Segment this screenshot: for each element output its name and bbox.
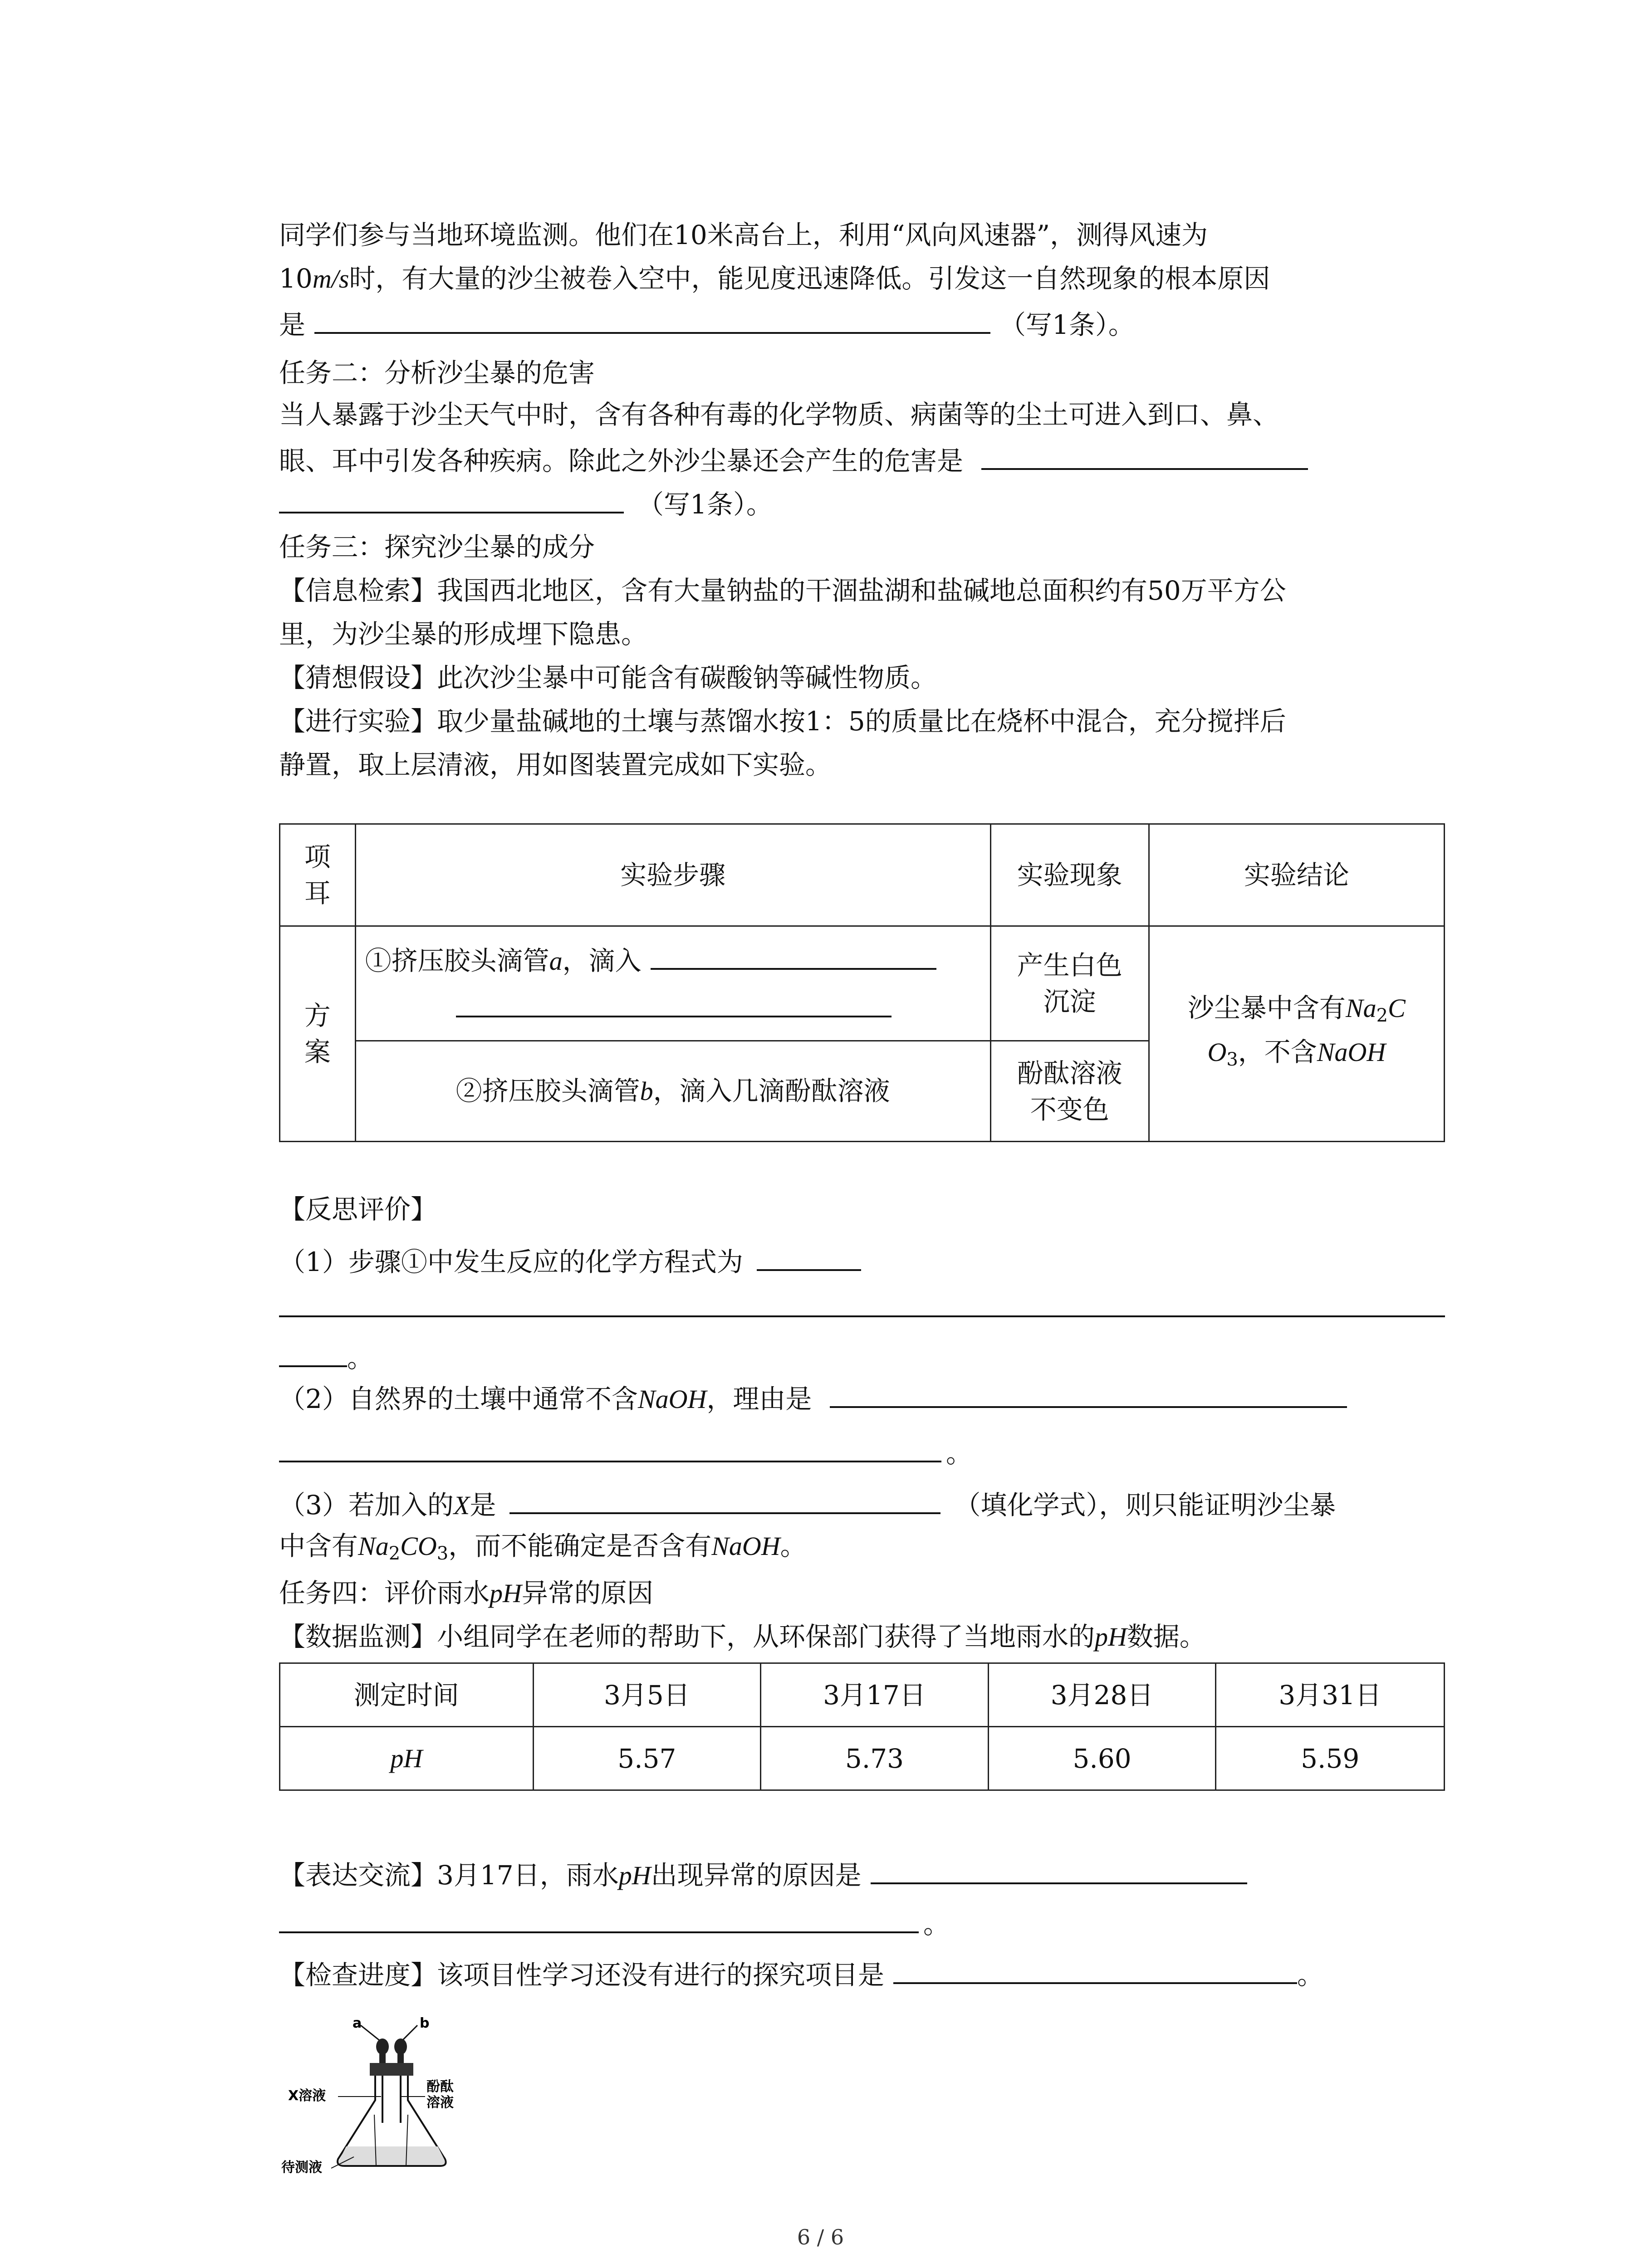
ph-table-header-label: 测定时间 — [280, 1663, 534, 1727]
answer-blank[interactable] — [279, 1334, 347, 1367]
paragraph-text: 【数据监测】小组同学在老师的帮助下，从环保部门获得了当地雨水的 — [279, 1621, 1095, 1652]
paragraph-text: 【信息检索】我国西北地区，含有大量钠盐的干涸盐湖和盐碱地总面积约有50万平方公 — [279, 575, 1286, 606]
text-line — [279, 1950, 1445, 1997]
answer-blank[interactable] — [314, 300, 990, 334]
ph-value: 5.57 — [533, 1727, 761, 1790]
text-line — [279, 300, 1445, 347]
text-line — [279, 743, 1445, 787]
punctuation: 。 — [946, 1438, 973, 1469]
question-text: （3）若加入的 — [279, 1490, 454, 1520]
label-phenolphthalein: 酚酞 — [426, 2079, 454, 2095]
answer-line[interactable] — [279, 1284, 1445, 1327]
experiment-table — [279, 823, 1445, 1142]
ph-table-date: 3月28日 — [988, 1663, 1216, 1727]
paragraph-text: 出现异常的原因是 — [651, 1860, 862, 1891]
answer-blank[interactable] — [279, 1284, 1445, 1317]
flask-diagram — [279, 2009, 515, 2177]
paragraph-text: 同学们参与当地环境监测。他们在10米高台上，利用“风向风速器”，测得风速为 — [279, 220, 1208, 250]
paragraph-text: 静置，取上层清液，用如图装置完成如下实验。 — [279, 749, 832, 780]
task-heading — [279, 351, 1445, 395]
paragraph-text: 【检查进度】该项目性学习还没有进行的探究项目是 — [279, 1960, 885, 1990]
header-item: 项 耳 — [280, 824, 356, 926]
answer-blank[interactable] — [279, 1429, 941, 1462]
paragraph-text: 是 — [279, 309, 306, 340]
text-line — [279, 656, 1445, 699]
text-line — [279, 1334, 1445, 1380]
label-sample: 待测液 — [281, 2160, 322, 2175]
question-text: （2）自然界的土壤中通常不含 — [279, 1383, 638, 1414]
formula: NaOH — [711, 1531, 780, 1561]
formula: Na — [358, 1531, 389, 1561]
ph-table-date: 3月5日 — [533, 1663, 761, 1727]
label-phenolphthalein-2: 溶液 — [426, 2095, 454, 2111]
task-heading — [279, 525, 1445, 569]
phenomenon-2: 酚酞溶液 不变色 — [990, 1041, 1149, 1142]
text-line — [279, 213, 1445, 257]
text-line — [279, 1374, 1445, 1421]
paragraph-text: 数据。 — [1127, 1621, 1206, 1652]
step-1-cell: ①挤压胶头滴管a，滴入 — [355, 926, 990, 1041]
answer-blank[interactable] — [871, 1851, 1247, 1884]
text-line — [279, 1615, 1445, 1659]
section-heading — [279, 1188, 1445, 1231]
question-text: （1）步骤①中发生反应的化学方程式为 — [279, 1246, 743, 1277]
ph-value: 5.73 — [761, 1727, 989, 1790]
heading-text: 任务四：评价雨水 — [279, 1578, 490, 1608]
answer-blank[interactable] — [757, 1237, 861, 1271]
header-steps: 实验步骤 — [355, 824, 990, 926]
heading-text: 任务三：探究沙尘暴的成分 — [279, 532, 595, 562]
question-text: 中含有 — [279, 1530, 358, 1561]
page-number: 6 / 6 — [797, 2225, 844, 2249]
ph-symbol: pH — [618, 1861, 651, 1890]
heading-text: 任务二：分析沙尘暴的危害 — [279, 357, 595, 388]
label-x-solution: X溶液 — [288, 2088, 326, 2104]
paragraph-text: 【猜想假设】此次沙尘暴中可能含有碳酸钠等碱性物质。 — [279, 662, 937, 693]
ph-symbol: pH — [490, 1579, 522, 1608]
paragraph-text: 当人暴露于沙尘天气中时，含有各种有毒的化学物质、病菌等的尘土可进入到口、鼻、 — [279, 399, 1279, 430]
text-line — [279, 393, 1445, 436]
answer-blank[interactable] — [279, 480, 624, 513]
text-line — [279, 699, 1445, 743]
text-line — [279, 612, 1445, 656]
label-a: a — [353, 2015, 362, 2031]
question-text: ，理由是 — [706, 1383, 812, 1414]
formula: CO — [400, 1531, 437, 1561]
paragraph-text: 时，有大量的沙尘被卷入空中，能见度迅速降低。引发这一自然现象的根本原因 — [349, 263, 1270, 294]
ph-table-date: 3月31日 — [1216, 1663, 1445, 1727]
paragraph-text: （写1条）。 — [999, 309, 1135, 340]
step-2-cell: ②挤压胶头滴管b，滴入几滴酚酞溶液 — [355, 1041, 990, 1142]
conclusion-cell: 沙尘暴中含有$Na_2C$ $O_3$，不含NaOH — [1149, 926, 1444, 1142]
stopper — [370, 2063, 413, 2076]
header-conclusion: 实验结论 — [1149, 824, 1444, 926]
phenomenon-1: 产生白色 沉淀 — [990, 926, 1149, 1041]
sample-liquid — [339, 2146, 445, 2165]
label-b: b — [420, 2015, 430, 2031]
answer-blank[interactable] — [893, 1950, 1297, 1984]
formula-subscript: 2 — [388, 1543, 401, 1564]
paragraph-text: 【表达交流】3月17日，雨水 — [279, 1860, 619, 1891]
question-text: （填化学式），则只能证明沙尘暴 — [954, 1490, 1336, 1520]
text-line — [279, 1481, 1445, 1527]
task-heading — [279, 1571, 1445, 1615]
paragraph-text: 【进行实验】取少量盐碱地的土壤与蒸馏水按1：5的质量比在烧杯中混合，充分搅拌后 — [279, 706, 1286, 737]
heading-text: 【反思评价】 — [279, 1194, 437, 1225]
ph-table-date: 3月17日 — [761, 1663, 989, 1727]
text-line — [279, 569, 1445, 612]
apparatus-figure — [279, 2009, 515, 2177]
paragraph-text: （写1条）。 — [637, 489, 773, 520]
dropper-b — [394, 2038, 407, 2123]
punctuation: 。 — [1297, 1960, 1324, 1990]
text-line — [279, 480, 1445, 526]
dropper-a — [376, 2038, 389, 2123]
answer-blank[interactable] — [456, 984, 892, 1017]
ph-table-row-label: pH — [280, 1727, 534, 1790]
punctuation: 。 — [347, 1343, 374, 1374]
ph-value: 5.60 — [988, 1727, 1216, 1790]
variable: X — [453, 1491, 470, 1520]
punctuation: 。 — [923, 1909, 950, 1940]
answer-blank[interactable] — [981, 436, 1308, 470]
heading-text: 异常的原因 — [521, 1578, 653, 1608]
text-line — [279, 1900, 1445, 1946]
unit: m/s — [312, 264, 349, 293]
answer-blank[interactable] — [279, 1900, 919, 1933]
number: 10 — [279, 263, 313, 294]
text-line — [279, 1237, 1445, 1284]
answer-blank[interactable] — [830, 1374, 1347, 1408]
text-line — [279, 257, 1445, 301]
answer-blank[interactable] — [509, 1481, 941, 1514]
header-phenomenon: 实验现象 — [990, 824, 1149, 926]
text-line — [279, 1851, 1445, 1897]
paragraph-text: 眼、耳中引发各种疾病。除此之外沙尘暴还会产生的危害是 — [279, 445, 964, 476]
text-line — [279, 436, 1445, 483]
question-text: 是 — [470, 1490, 496, 1520]
paragraph-text: 里，为沙尘暴的形成埋下隐患。 — [279, 619, 648, 650]
ph-symbol: pH — [1095, 1622, 1127, 1652]
ph-value: 5.59 — [1216, 1727, 1445, 1790]
punctuation: 。 — [780, 1530, 807, 1561]
text-line — [279, 1429, 1445, 1475]
formula-subscript: 3 — [436, 1543, 449, 1564]
formula: NaOH — [637, 1384, 707, 1414]
question-text: ，而不能确定是否含有 — [448, 1530, 712, 1561]
ph-data-table — [279, 1662, 1445, 1791]
row-label: 方 案 — [280, 926, 356, 1142]
answer-blank[interactable] — [651, 936, 936, 970]
text-line — [279, 1524, 1445, 1575]
